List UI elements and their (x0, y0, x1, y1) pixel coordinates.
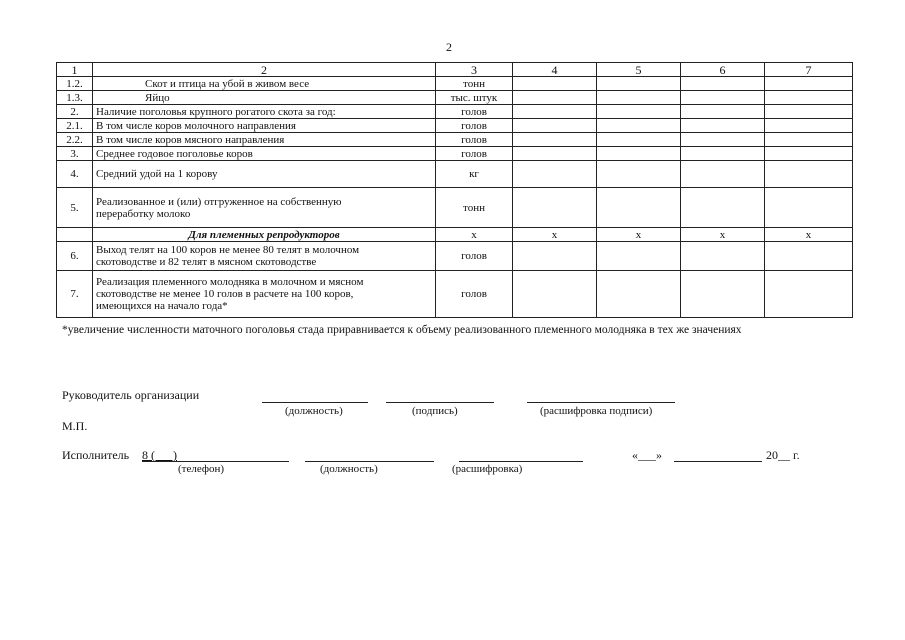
row-unit: кг (436, 161, 513, 188)
value-cell[interactable] (597, 77, 681, 91)
phone-value: 8 ( ) (142, 448, 177, 462)
value-cell[interactable] (681, 242, 765, 271)
executor-decoding-caption: (расшифровка) (452, 463, 523, 475)
row-unit: тонн (436, 77, 513, 91)
date-month-line[interactable] (674, 461, 762, 462)
row-name: В том числе коров мясного направления (93, 133, 436, 147)
value-cell[interactable] (681, 77, 765, 91)
executor-position-line[interactable] (305, 461, 434, 462)
date-year: 20__ г. (766, 448, 800, 462)
value-cell[interactable] (513, 77, 597, 91)
date-day: «___» (632, 448, 662, 462)
value-cell[interactable] (765, 105, 853, 119)
phone-caption: (телефон) (178, 463, 225, 475)
value-cell[interactable] (681, 161, 765, 188)
table-row (57, 161, 853, 188)
section-mark: х (436, 228, 513, 242)
table-row (57, 147, 853, 161)
value-cell[interactable] (597, 271, 681, 318)
row-name (93, 188, 436, 228)
row-number: 4. (57, 161, 93, 188)
value-cell[interactable] (765, 91, 853, 105)
value-cell[interactable] (681, 105, 765, 119)
row-name: В том числе коров молочного направления (93, 119, 436, 133)
row-name-line: Выход телят на 100 коров не менее 80 телят в молочном (96, 244, 360, 256)
value-cell[interactable] (513, 242, 597, 271)
value-cell[interactable] (597, 147, 681, 161)
phone-line[interactable] (142, 461, 289, 462)
row-unit: голов (436, 147, 513, 161)
section-number-cell (57, 228, 93, 242)
row-unit: голов (436, 133, 513, 147)
value-cell[interactable] (681, 133, 765, 147)
value-cell[interactable] (765, 77, 853, 91)
row-unit: голов (436, 105, 513, 119)
value-cell[interactable] (597, 105, 681, 119)
row-name: Яйцо (93, 91, 436, 105)
value-cell[interactable] (513, 271, 597, 318)
value-cell[interactable] (765, 188, 853, 228)
value-cell[interactable] (765, 271, 853, 318)
table-row (57, 119, 853, 133)
row-name-line: имеющихся на начало года* (96, 300, 228, 312)
section-mark: х (597, 228, 681, 242)
row-number: 2. (57, 105, 93, 119)
row-unit: тыс. штук (436, 91, 513, 105)
section-title: Для племенных репродукторов (93, 228, 436, 242)
table-row (57, 242, 853, 271)
table-row (57, 188, 853, 228)
row-number: 3. (57, 147, 93, 161)
executor-position-caption: (должность) (320, 463, 378, 475)
section-mark: х (765, 228, 853, 242)
position-caption: (должность) (285, 405, 343, 417)
value-cell[interactable] (597, 161, 681, 188)
table-row (57, 271, 853, 318)
row-name-line: скотоводстве и 82 телят в мясном скотоводстве (96, 256, 317, 268)
row-name-line: Реализация племенного молодняка в молочном и мясном (96, 276, 364, 288)
header-cell: 2 (93, 63, 436, 77)
header-cell: 7 (765, 63, 853, 77)
value-cell[interactable] (765, 147, 853, 161)
table-row (57, 133, 853, 147)
signature-caption: (подпись) (412, 405, 458, 417)
value-cell[interactable] (597, 133, 681, 147)
row-unit: тонн (436, 188, 513, 228)
row-name-line: переработку молоко (96, 207, 191, 220)
report-table (56, 62, 853, 318)
value-cell[interactable] (765, 133, 853, 147)
table-row (57, 91, 853, 105)
header-cell: 1 (57, 63, 93, 77)
value-cell[interactable] (681, 271, 765, 318)
row-unit: голов (436, 242, 513, 271)
position-line[interactable] (262, 402, 368, 403)
header-cell: 5 (597, 63, 681, 77)
value-cell[interactable] (513, 147, 597, 161)
decoding-line[interactable] (527, 402, 675, 403)
decoding-caption: (расшифровка подписи) (540, 405, 653, 417)
executor-label: Исполнитель (62, 448, 130, 462)
value-cell[interactable] (513, 105, 597, 119)
section-row (57, 228, 853, 242)
row-name: Наличие поголовья крупного рогатого скота за год: (93, 105, 436, 119)
value-cell[interactable] (513, 161, 597, 188)
value-cell[interactable] (597, 91, 681, 105)
row-name: Средний удой на 1 корову (93, 161, 436, 188)
row-name: Среднее годовое поголовье коров (93, 147, 436, 161)
executor-decoding-line[interactable] (459, 461, 583, 462)
table-row (57, 77, 853, 91)
value-cell[interactable] (513, 91, 597, 105)
row-name (93, 271, 436, 318)
section-mark: х (681, 228, 765, 242)
value-cell[interactable] (597, 188, 681, 228)
header-cell: 4 (513, 63, 597, 77)
value-cell[interactable] (597, 119, 681, 133)
value-cell[interactable] (513, 133, 597, 147)
footnote: *увеличение численности маточного поголовья стада приравнивается к объему реализованного племенного молодняка в тех же значениях (62, 324, 742, 336)
row-name: Скот и птица на убой в живом весе (93, 77, 436, 91)
value-cell[interactable] (765, 119, 853, 133)
row-name (93, 242, 436, 271)
value-cell[interactable] (513, 188, 597, 228)
row-name-line: Реализованное и (или) отгруженное на собственную (96, 195, 342, 208)
row-name-line: скотоводстве не менее 10 голов в расчете на 100 коров, (96, 288, 354, 300)
row-number: 1.3. (57, 91, 93, 105)
stamp-label: М.П. (62, 419, 88, 433)
value-cell[interactable] (681, 147, 765, 161)
row-number: 2.1. (57, 119, 93, 133)
row-number: 1.2. (57, 77, 93, 91)
value-cell[interactable] (597, 242, 681, 271)
table-header-row (57, 63, 853, 77)
row-unit: голов (436, 271, 513, 318)
row-number: 6. (57, 242, 93, 271)
value-cell[interactable] (681, 119, 765, 133)
row-number: 7. (57, 271, 93, 318)
table-row (57, 105, 853, 119)
head-label: Руководитель организации (62, 388, 200, 402)
page-number: 2 (446, 40, 452, 54)
row-number: 2.2. (57, 133, 93, 147)
value-cell[interactable] (681, 91, 765, 105)
row-unit: голов (436, 119, 513, 133)
value-cell[interactable] (765, 242, 853, 271)
section-mark: х (513, 228, 597, 242)
header-cell: 6 (681, 63, 765, 77)
value-cell[interactable] (681, 188, 765, 228)
signature-line[interactable] (386, 402, 494, 403)
value-cell[interactable] (765, 161, 853, 188)
row-number: 5. (57, 188, 93, 228)
header-cell: 3 (436, 63, 513, 77)
value-cell[interactable] (513, 119, 597, 133)
